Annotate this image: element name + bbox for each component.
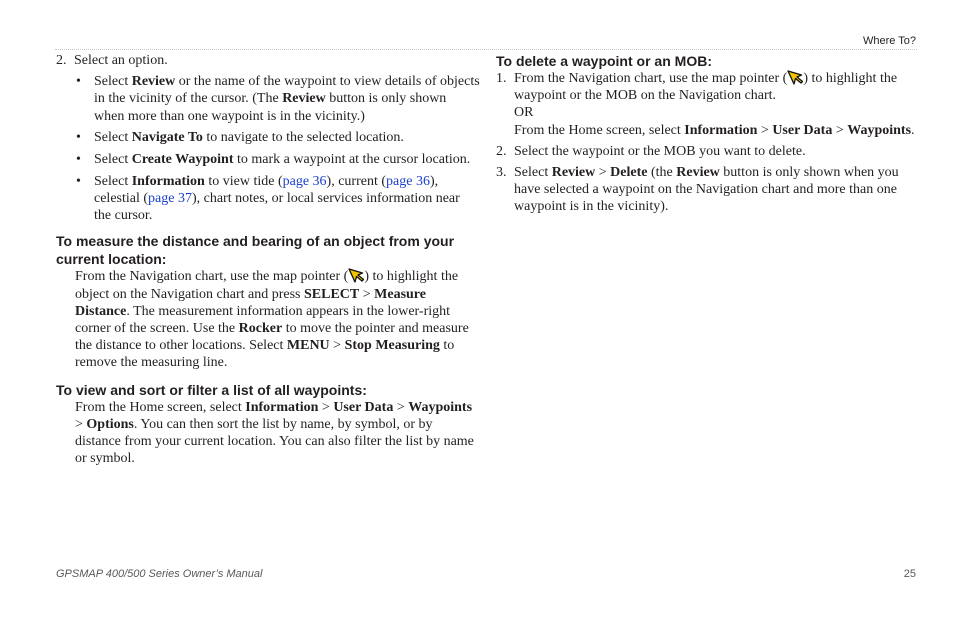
text: button is only shown when you have selected a waypoint on the Navigation chart and more than one waypoint is in the vicinity). (514, 165, 899, 215)
measure-heading: To measure the distance and bearing of an object from your current location: (56, 233, 455, 268)
text: ), current ( (326, 173, 387, 189)
text: Select (94, 74, 132, 90)
text: Select (94, 130, 132, 146)
ui-term: Stop Measuring (344, 338, 440, 354)
step-text: Select an option. (74, 53, 168, 68)
footer-page-number: 25 (903, 568, 916, 580)
text: From the Home screen, select (514, 122, 685, 138)
page-link-current[interactable]: page 36 (386, 173, 430, 189)
list-item (56, 73, 480, 125)
map-pointer-arrow-icon (787, 70, 803, 85)
ui-term: Measure Distance (75, 286, 426, 319)
right-column (496, 52, 918, 220)
text: From the Home screen, select (75, 399, 246, 415)
text: > (393, 399, 409, 415)
ui-term: MENU (286, 338, 330, 354)
ui-term: Waypoints (408, 399, 473, 415)
text: to mark a waypoint at the cursor location. (233, 152, 471, 168)
list-item (56, 173, 480, 225)
text: to move the pointer and measure the distance to other locations. Select (75, 320, 469, 354)
text: From the Navigation chart, use the map pointer ( (514, 71, 788, 86)
text: Select (94, 152, 132, 168)
text: to view tide ( (204, 173, 283, 189)
text: > (757, 122, 773, 138)
text: or the name of the waypoint to view details of objects in the vicinity of the cursor. (The (94, 74, 480, 107)
ui-term: Navigate To (131, 130, 203, 146)
step-number: 2. (496, 143, 507, 159)
ui-term: Review (282, 91, 326, 107)
ui-term: Information (245, 399, 319, 415)
ui-term: SELECT (303, 286, 360, 302)
text: ), chart notes, or local services information near the cursor. (94, 190, 460, 224)
ui-term: Delete (610, 165, 648, 181)
text: > (595, 165, 611, 181)
alt-instruction (514, 122, 918, 139)
ui-term: Information (131, 173, 205, 189)
text: (the (647, 165, 677, 181)
text: ) to highlight the object on the Navigation chart and press (75, 269, 459, 302)
ui-term: Rocker (238, 320, 283, 336)
view-heading: To view and sort or filter a list of all waypoints: (56, 381, 367, 398)
text: button is only shown when more than one waypoint is in the vicinity.) (94, 91, 447, 124)
step-1 (496, 70, 918, 139)
bullet-icon: • (76, 74, 81, 90)
header-rule (55, 49, 917, 50)
ui-term: Waypoints (847, 122, 912, 138)
step-number: 1. (496, 71, 507, 86)
list-item (56, 151, 480, 168)
step-number: 2. (56, 53, 67, 68)
left-column (56, 52, 480, 467)
map-pointer-arrow-icon (348, 268, 364, 283)
page-link-tide[interactable]: page 36 (282, 173, 327, 189)
running-head: Where To? (863, 35, 916, 47)
or-separator: OR (514, 105, 534, 121)
text: > (318, 399, 334, 415)
text: . You can then sort the list by name, by symbol, or by distance from your current location. You can also filter the list by name or symbol. (75, 416, 474, 467)
list-item (56, 129, 480, 146)
ui-term: Information (684, 122, 758, 138)
text: > (359, 286, 375, 302)
text: to navigate to the selected location. (202, 130, 404, 146)
text: ) to highlight the waypoint or the MOB on the Navigation chart. (514, 71, 898, 104)
bullet-icon: • (76, 130, 81, 146)
bullet-icon: • (76, 173, 81, 189)
delete-heading: To delete a waypoint or an MOB: (496, 53, 712, 69)
measure-paragraph (56, 268, 480, 371)
ui-term: Review (551, 165, 596, 181)
ui-term: User Data (772, 122, 833, 138)
text: From the Navigation chart, use the map pointer ( (75, 269, 349, 285)
step-2 (56, 52, 480, 69)
text: to remove the measuring line. (75, 338, 455, 371)
text: Select (514, 165, 552, 181)
option-list (56, 73, 480, 224)
page-link-celestial[interactable]: page 37 (148, 190, 192, 206)
ui-term: Create Waypoint (131, 152, 234, 168)
step-text: Select the waypoint or the MOB you want to delete. (514, 143, 806, 159)
text: > (75, 416, 87, 432)
bullet-icon: • (76, 152, 81, 168)
step-3 (496, 164, 918, 216)
text: ), celestial ( (94, 173, 439, 206)
text: . The measurement information appears in the lower-right corner of the screen. Use the (75, 303, 451, 336)
ui-term: Options (86, 416, 134, 432)
view-paragraph (56, 399, 480, 468)
text: Select (94, 173, 132, 189)
ui-term: Review (676, 165, 720, 181)
ui-term: User Data (333, 399, 394, 415)
step-number: 3. (496, 165, 507, 181)
step-2 (496, 143, 918, 160)
text: . (911, 122, 915, 138)
text: > (329, 338, 345, 354)
footer-manual-title: GPSMAP 400/500 Series Owner’s Manual (56, 568, 263, 580)
ui-term: Review (131, 74, 176, 90)
text: > (832, 122, 848, 138)
